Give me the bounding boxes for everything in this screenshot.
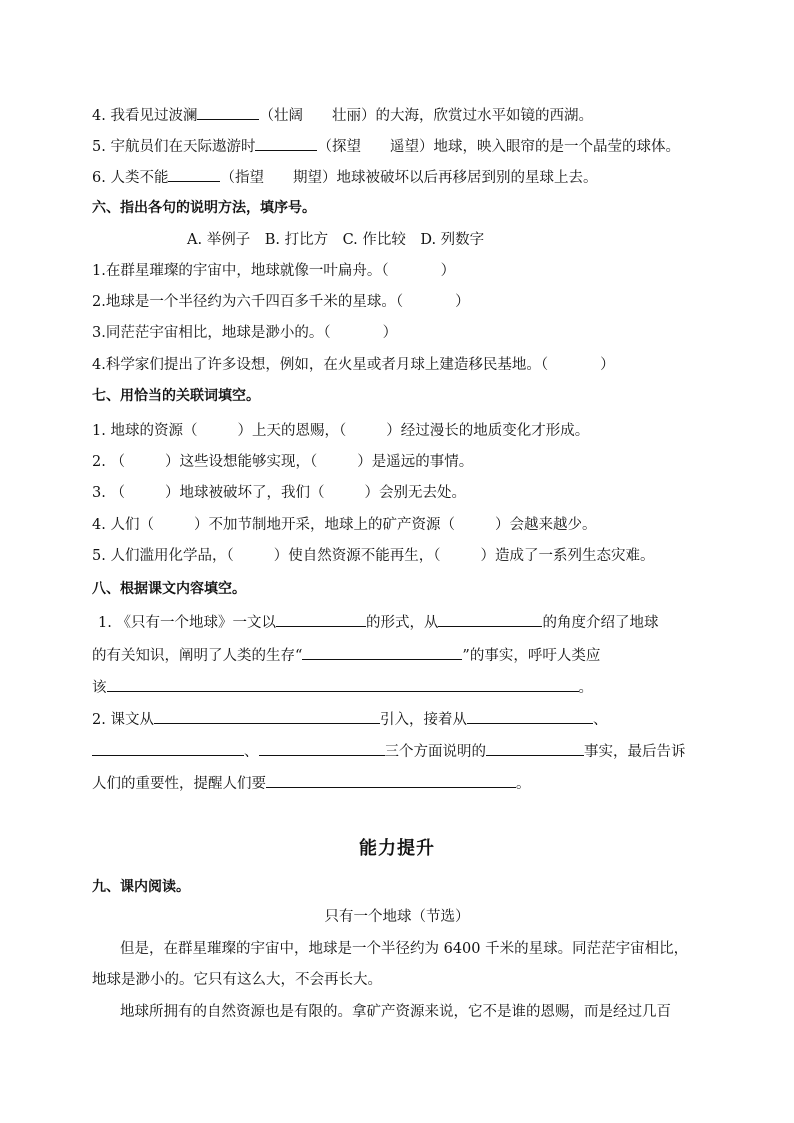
answer-blank[interactable]	[197, 104, 259, 120]
vocab-line-6: 6. 人类不能 （指望 期望）地球被破坏以后再移居到别的星球上去。	[92, 166, 597, 188]
answer-blank[interactable]	[438, 611, 542, 627]
passage-title: 只有一个地球（节选）	[324, 909, 470, 925]
section-6-item-3: 3.同茫茫宇宙相比，地球是渺小的。（ ）	[92, 325, 398, 341]
section-title: 能力提升	[359, 838, 435, 859]
section-7-item-4: 4. 人们（ ）不加节制地开采，地球上的矿产资源（ ）会越来越少。	[92, 517, 597, 533]
section-8-q1-line-2: 的有关知识，阐明了人类的生存“ ”的事实，呼吁人类应	[92, 644, 600, 666]
answer-blank[interactable]	[107, 676, 579, 692]
answer-blank[interactable]	[168, 166, 220, 182]
answer-blank[interactable]	[467, 708, 593, 724]
passage-paragraph-1-line-1: 但是，在群星璀璨的宇宙中，地球是一个半径约为 6400 千米的星球。同茫茫宇宙相比，	[120, 941, 689, 957]
vocab-line-5: 5. 宇航员们在天际遨游时 （探望 遥望）地球，映入眼帘的是一个晶莹的球体。	[92, 135, 680, 157]
answer-blank[interactable]	[92, 740, 244, 756]
answer-blank[interactable]	[486, 740, 584, 756]
section-7-item-3: 3. （ ）地球被破坏了，我们（ ）会别无去处。	[92, 485, 466, 501]
section-6-heading: 六、指出各句的说明方法，填序号。	[92, 200, 316, 216]
passage-paragraph-2-line-1: 地球所拥有的自然资源也是有限的。拿矿产资源来说，它不是谁的恩赐，而是经过几百	[120, 1004, 671, 1020]
answer-blank[interactable]	[276, 611, 366, 627]
section-8-q2-line-1: 2. 课文从 引入，接着从 、	[92, 708, 607, 730]
section-6-item-4: 4.科学家们提出了许多设想，例如，在火星或者月球上建造移民基地。（ ）	[92, 357, 615, 373]
answer-blank[interactable]	[266, 772, 516, 788]
section-8-q1-line-1: 1. 《只有一个地球》一文以 的形式，从 的角度介绍了地球	[98, 611, 658, 633]
section-7-heading: 七、用恰当的关联词填空。	[92, 388, 260, 404]
section-8-q1-line-3: 该 。	[92, 676, 593, 698]
section-8-heading: 八、根据课文内容填空。	[92, 581, 246, 597]
section-8-q2-line-2: 、 三个方面说明的 事实，最后告诉	[92, 740, 686, 762]
section-6-item-2: 2.地球是一个半径约为六千四百多千米的星球。（ ）	[92, 294, 470, 310]
section-7-item-1: 1. 地球的资源（ ）上天的恩赐，（ ）经过漫长的地质变化才形成。	[92, 423, 590, 439]
section-8-q2-line-3: 人们的重要性，提醒人们要 。	[92, 772, 531, 794]
vocab-line-4: 4. 我看见过波澜 （壮阔 壮丽）的大海，欣赏过水平如镜的西湖。	[92, 104, 593, 126]
section-6-options: A. 举例子 B. 打比方 C. 作比较 D. 列数字	[187, 232, 485, 248]
section-6-item-1: 1.在群星璀璨的宇宙中，地球就像一叶扁舟。（ ）	[92, 263, 456, 279]
answer-blank[interactable]	[154, 708, 380, 724]
section-7-item-5: 5. 人们滥用化学品，（ ）使自然资源不能再生，（ ）造成了一系列生态灾难。	[92, 548, 655, 564]
answer-blank[interactable]	[259, 740, 385, 756]
answer-blank[interactable]	[255, 135, 317, 151]
answer-blank[interactable]	[302, 644, 462, 660]
passage-paragraph-1-line-2: 地球是渺小的。它只有这么大，不会再长大。	[92, 972, 382, 988]
section-7-item-2: 2. （ ）这些设想能够实现，（ ）是遥远的事情。	[92, 454, 474, 470]
section-9-heading: 九、课内阅读。	[92, 879, 190, 895]
